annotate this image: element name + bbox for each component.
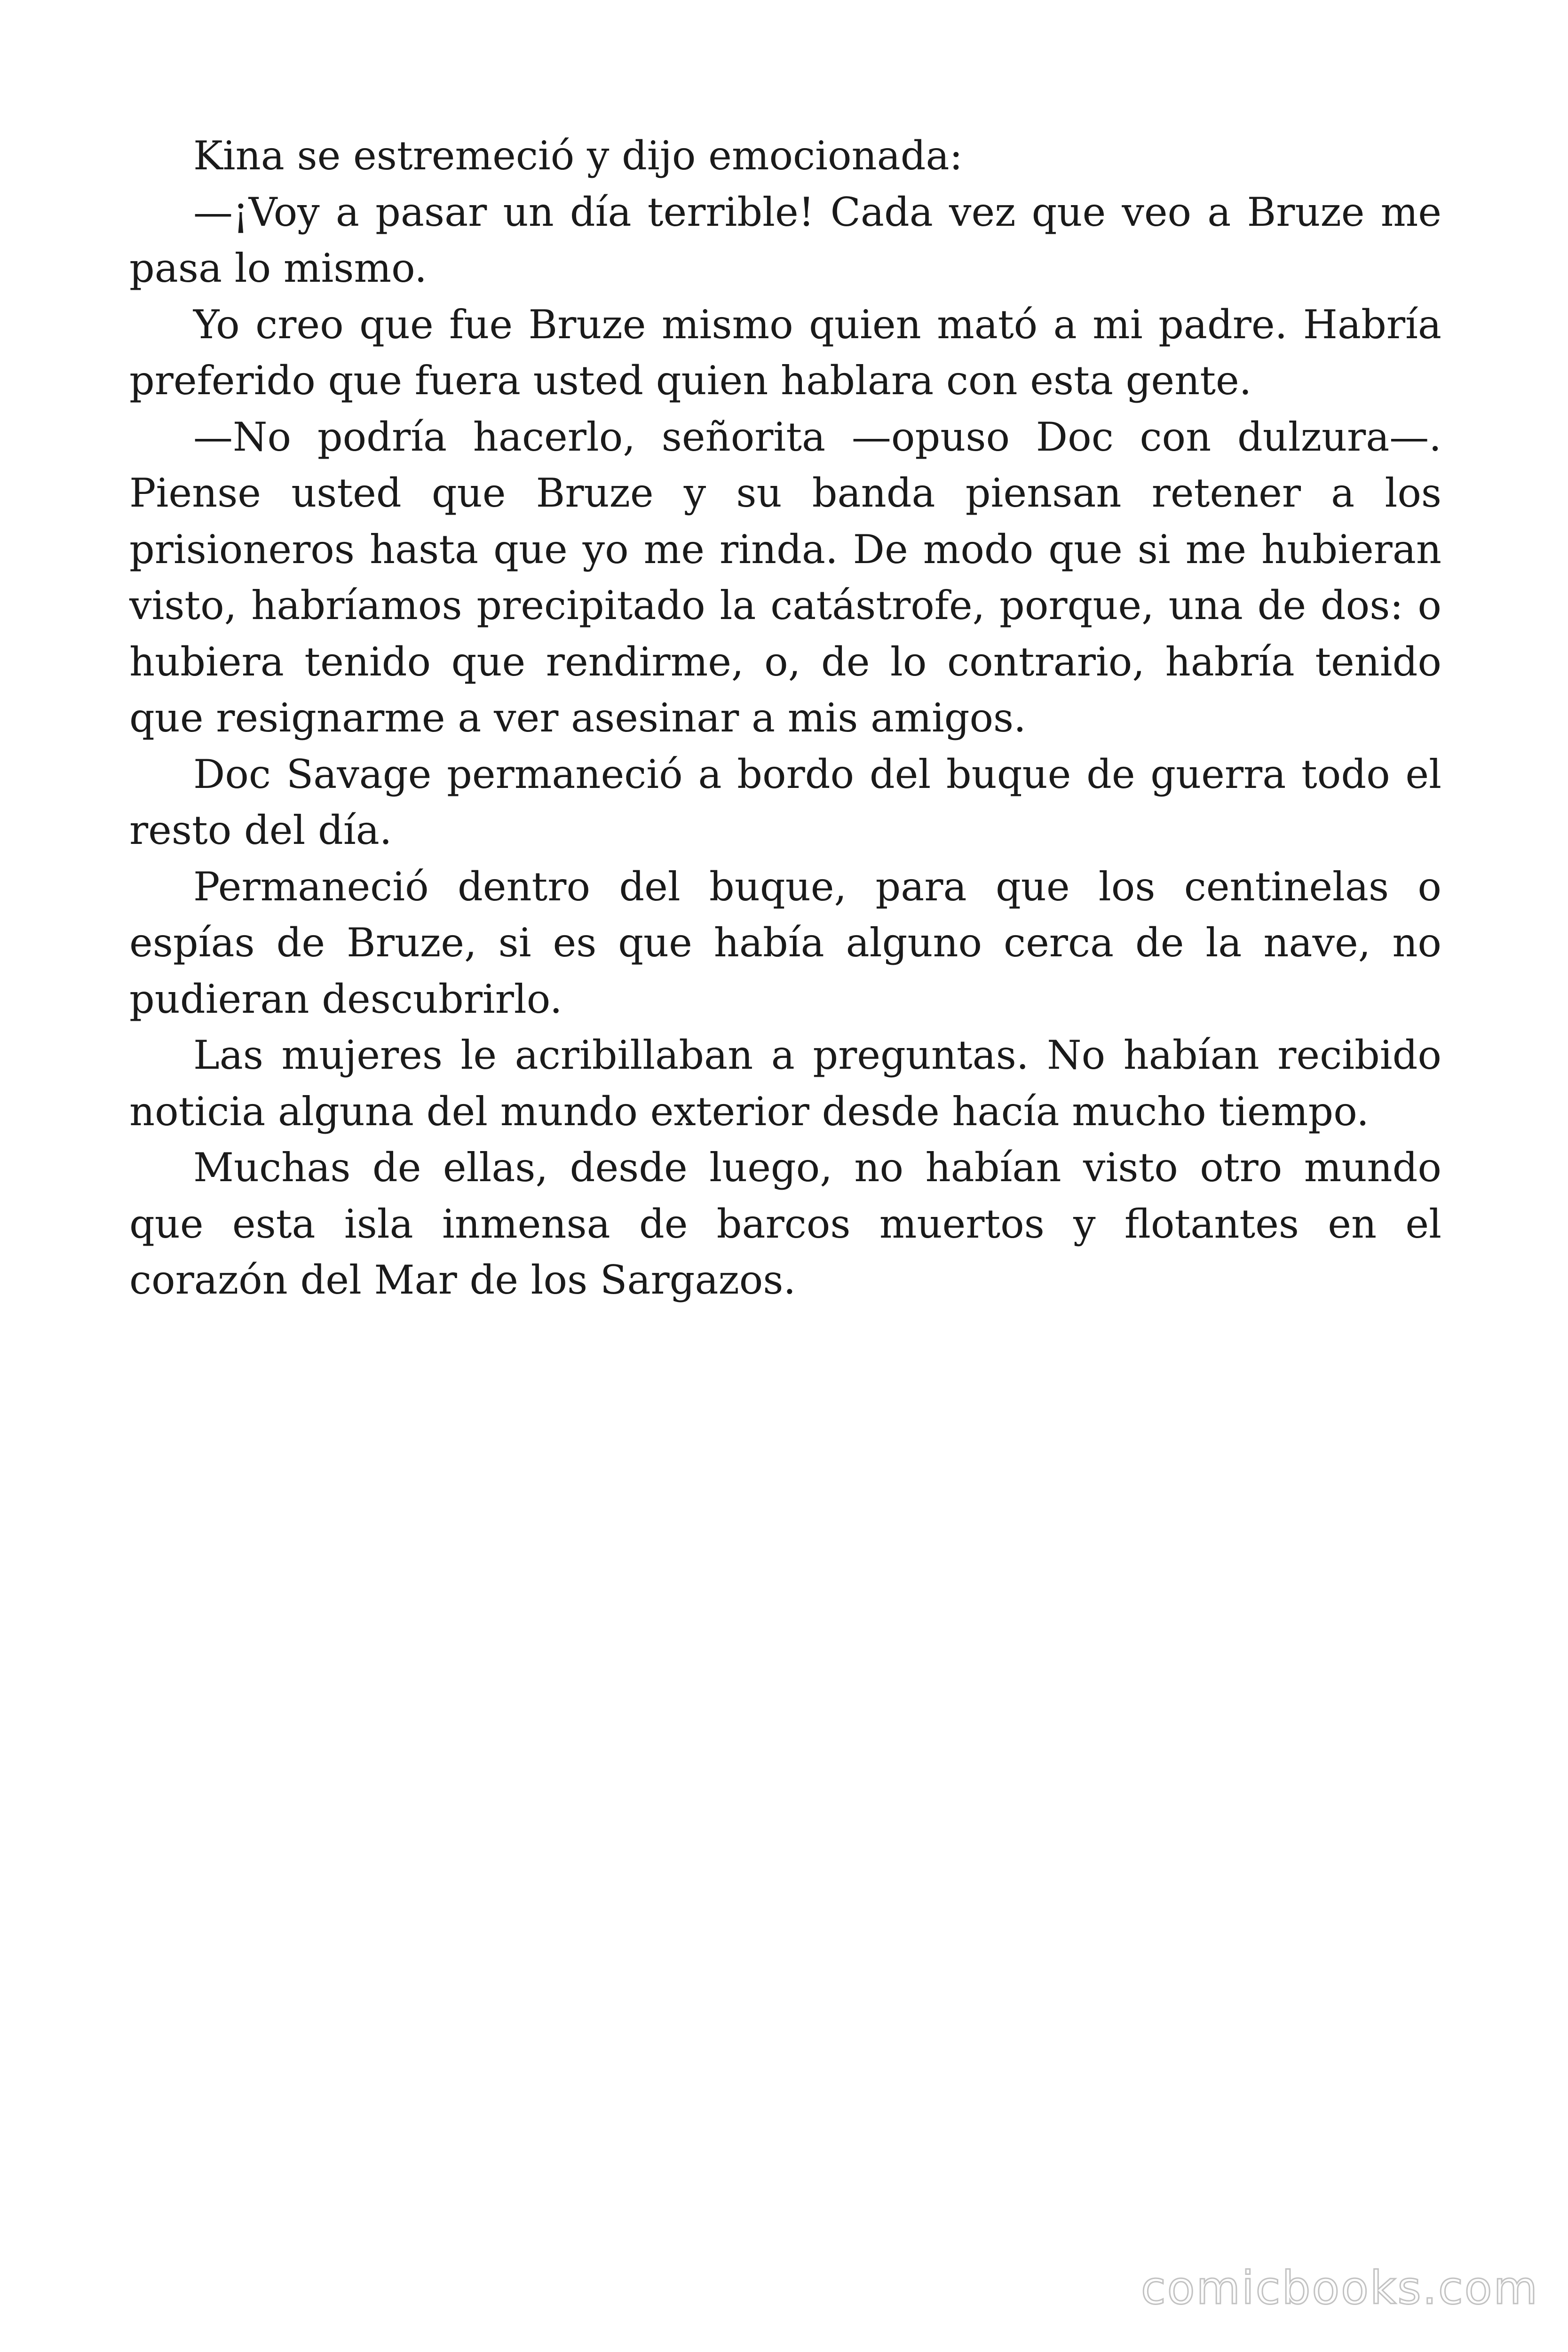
paragraph: Doc Savage permaneció a bordo del buque de guerra todo el resto del día.: [129, 751, 1441, 853]
body-text: [129, 128, 1441, 1309]
watermark: comicbooks.com: [1140, 2262, 1539, 2314]
paragraph: Muchas de ellas, desde luego, no habían visto otro mundo que esta isla inmensa de barcos muertos y flotantes en el corazón del Mar de los Sargazos.: [129, 1144, 1441, 1303]
paragraph: —No podría hacerlo, señorita —opuso Doc con dulzura—. Piense usted que Bruze y su banda piensan retener a los prisioneros hasta que yo me rinda. De modo que si me hubieran visto, habríamos precipitado la catástrofe, porque, una de dos: o hubiera tenido que rendirme, o, de lo contrario, habría tenido que resignarme a ver asesinar a mis amigos.: [129, 413, 1441, 741]
paragraph: Kina se estremeció y dijo emocionada:: [193, 133, 963, 179]
paragraph: Yo creo que fue Bruze mismo quien mató a mi padre. Habría preferido que fuera usted quien hablara con esta gente.: [129, 301, 1441, 404]
paragraph: —¡Voy a pasar un día terrible! Cada vez que veo a Bruze me pasa lo mismo.: [129, 189, 1441, 291]
paragraph: Permaneció dentro del buque, para que los centinelas o espías de Bruze, si es que había alguno cerca de la nave, no pudieran descubrirlo.: [129, 863, 1441, 1022]
paragraph: Las mujeres le acribillaban a preguntas. No habían recibido noticia alguna del mundo exterior desde hacía mucho tiempo.: [129, 1032, 1441, 1135]
